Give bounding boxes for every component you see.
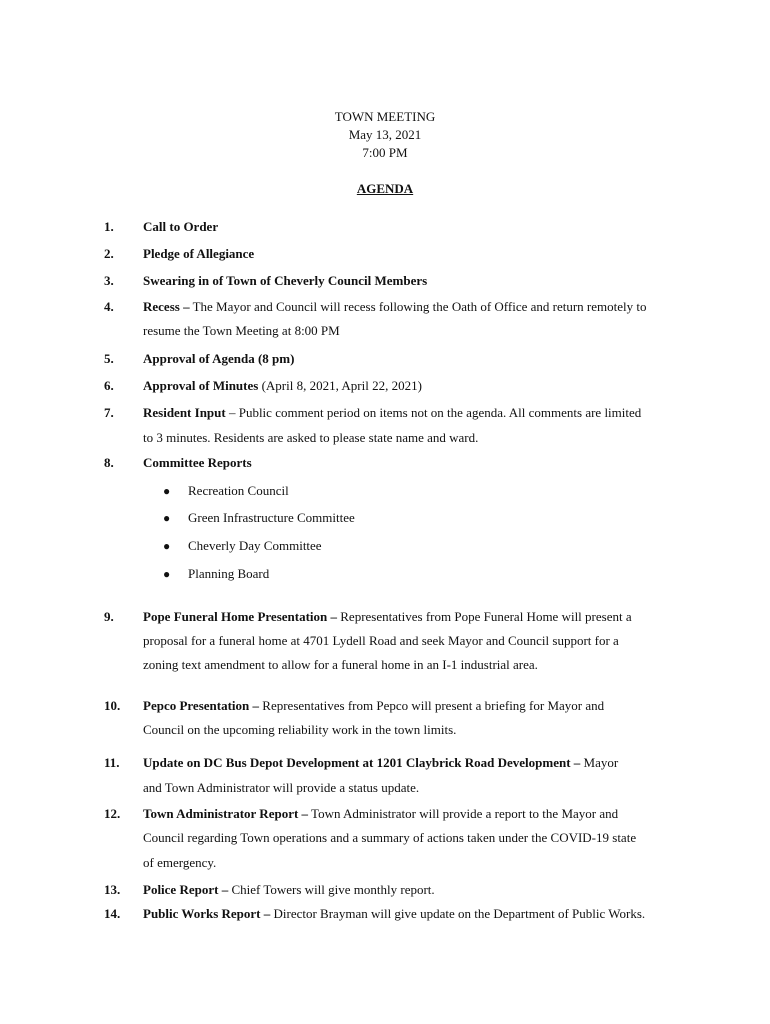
item-title: Update on DC Bus Depot Development at 1201 Claybrick Road Development –	[143, 755, 581, 770]
bullet-icon: ●	[163, 511, 171, 525]
item-title: Call to Order	[143, 219, 219, 234]
bullet-icon: ●	[163, 484, 171, 498]
item-number: 7.	[104, 405, 114, 420]
item-line	[143, 455, 252, 471]
item-number: 5.	[104, 351, 114, 366]
item-continuation: zoning text amendment to allow for a funeral home in an I-1 industrial area.	[143, 657, 538, 672]
item-line	[143, 219, 218, 235]
item-line	[143, 609, 632, 625]
item-description: Representatives from Pepco will present a briefing for Mayor and	[259, 698, 605, 713]
bullet-icon: ●	[163, 539, 171, 553]
item-description: – Public comment period on items not on the agenda. All comments are limited	[225, 405, 642, 420]
item-title: Approval of Agenda (8 pm)	[143, 351, 295, 366]
item-line	[143, 246, 254, 262]
item-continuation: resume the Town Meeting at 8:00 PM	[143, 323, 340, 338]
meeting-title: TOWN MEETING	[334, 109, 436, 124]
item-line	[143, 351, 294, 367]
item-number: 13.	[104, 882, 121, 897]
bullet-text: Cheverly Day Committee	[188, 538, 322, 553]
bullet-icon: ●	[163, 567, 171, 581]
item-number: 6.	[104, 378, 114, 393]
item-continuation: Council on the upcoming reliability work in the town limits.	[143, 722, 457, 737]
bullet-text: Green Infrastructure Committee	[188, 510, 355, 525]
item-description: Chief Towers will give monthly report.	[228, 882, 435, 897]
item-continuation: and Town Administrator will provide a status update.	[143, 780, 420, 795]
agenda-heading: AGENDA	[356, 181, 414, 196]
meeting-time: 7:00 PM	[362, 145, 408, 160]
item-number: 8.	[104, 455, 114, 470]
item-number: 14.	[104, 906, 121, 921]
item-title: Pledge of Allegiance	[143, 246, 255, 261]
item-line	[143, 882, 435, 898]
item-description: Town Administrator will provide a report to the Mayor and	[308, 806, 619, 821]
item-title: Public Works Report –	[143, 906, 271, 921]
item-number: 2.	[104, 246, 114, 261]
item-title: Recess –	[143, 299, 190, 314]
item-number: 4.	[104, 299, 114, 314]
item-title: Town Administrator Report –	[143, 806, 309, 821]
item-line	[143, 378, 422, 394]
item-title: Swearing in of Town of Cheverly Council Members	[143, 273, 428, 288]
item-title: Committee Reports	[143, 455, 252, 470]
item-description: The Mayor and Council will recess following the Oath of Office and return remotely to	[189, 299, 647, 314]
item-number: 1.	[104, 219, 114, 234]
bullet-text: Recreation Council	[188, 483, 289, 498]
item-title: Police Report –	[143, 882, 229, 897]
item-title: Resident Input	[143, 405, 226, 420]
item-line	[143, 299, 647, 315]
bullet-text: Planning Board	[188, 566, 270, 581]
item-number: 9.	[104, 609, 114, 624]
item-continuation: proposal for a funeral home at 4701 Lydell Road and seek Mayor and Council support for a	[143, 633, 619, 648]
item-number: 10.	[104, 698, 121, 713]
meeting-date: May 13, 2021	[348, 127, 422, 142]
item-number: 3.	[104, 273, 114, 288]
item-title: Pope Funeral Home Presentation –	[143, 609, 338, 624]
item-number: 12.	[104, 806, 121, 821]
item-number: 11.	[104, 755, 120, 770]
item-description: Director Brayman will give update on the Department of Public Works.	[270, 906, 646, 921]
item-title: Pepco Presentation –	[143, 698, 260, 713]
item-line	[143, 273, 427, 289]
item-line	[143, 698, 604, 714]
item-description: Representatives from Pope Funeral Home will present a	[337, 609, 632, 624]
item-line	[143, 906, 645, 922]
item-continuation: Council regarding Town operations and a summary of actions taken under the COVID-19 state	[143, 830, 637, 845]
item-line	[143, 405, 641, 421]
item-description: (April 8, 2021, April 22, 2021)	[258, 378, 422, 393]
item-continuation: of emergency.	[143, 855, 217, 870]
item-title: Approval of Minutes	[143, 378, 259, 393]
item-description: Mayor	[580, 755, 619, 770]
item-line	[143, 755, 618, 771]
item-line	[143, 806, 618, 822]
item-continuation: to 3 minutes. Residents are asked to please state name and ward.	[143, 430, 479, 445]
